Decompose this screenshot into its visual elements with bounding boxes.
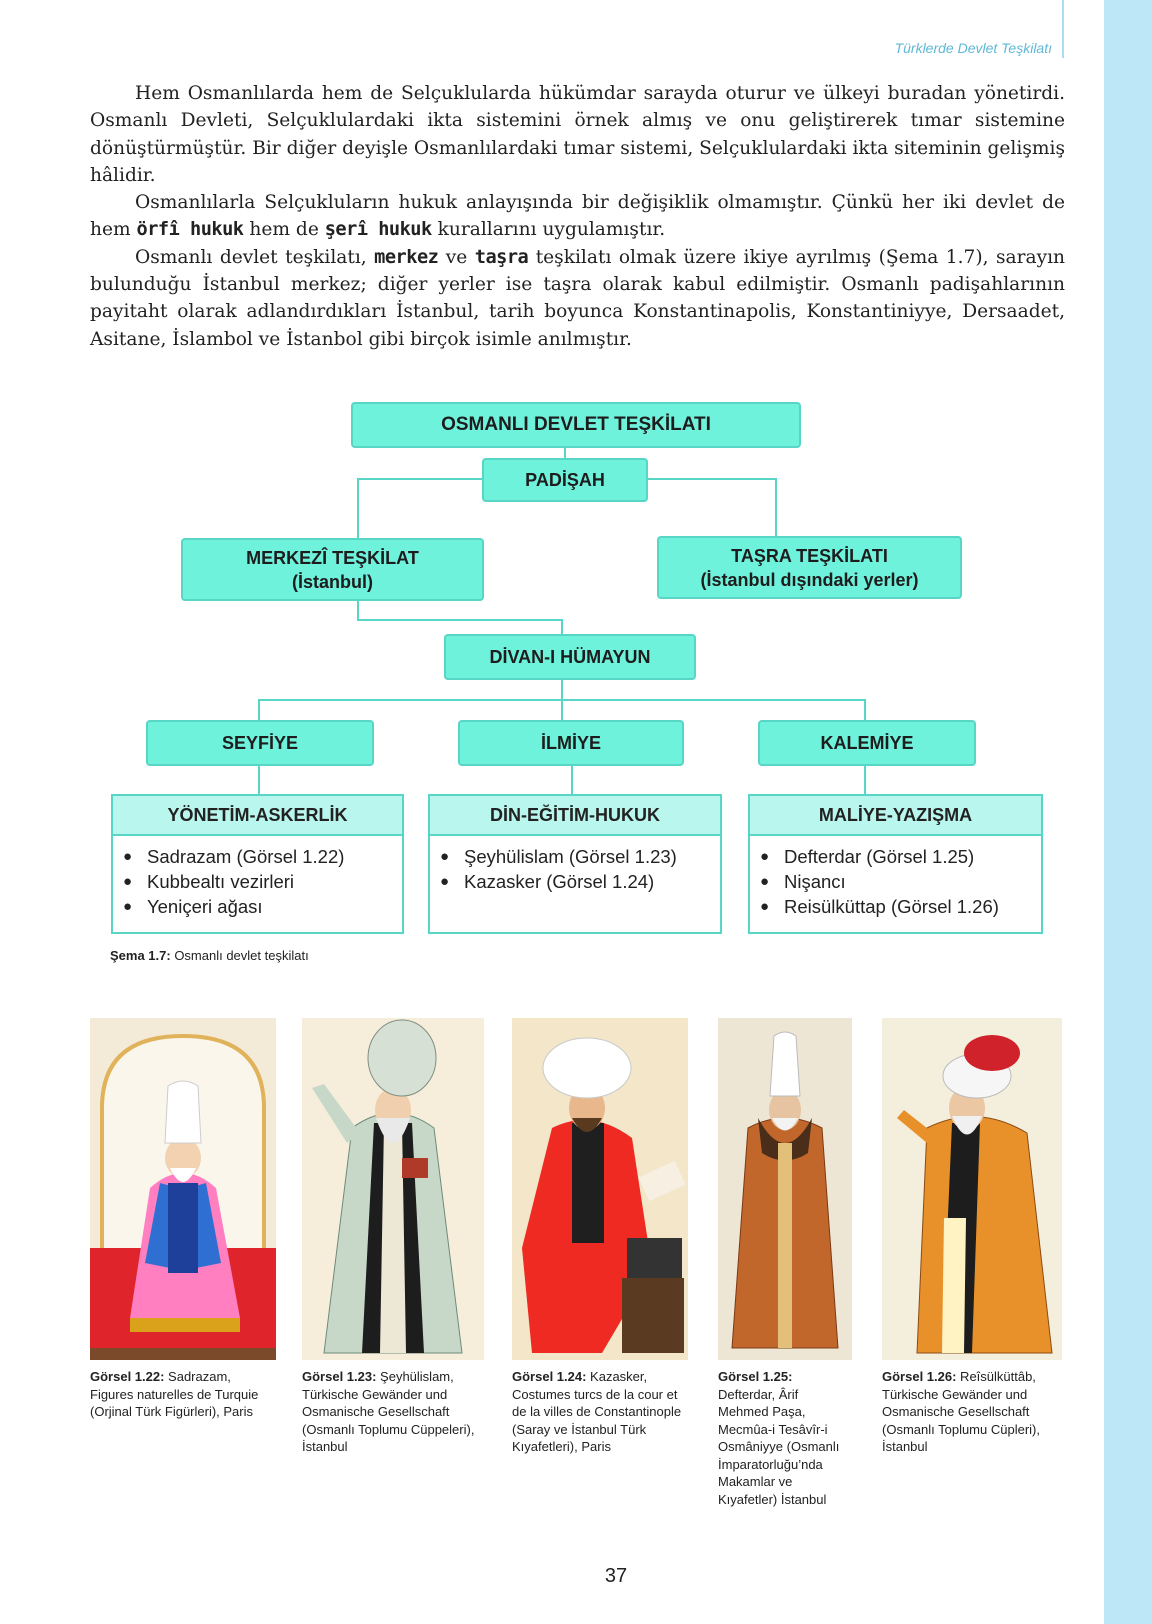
paragraph-2: Osmanlılarla Selçukluların hukuk anlayışında bir değişiklik olmamıştır. Çünkü her iki devlet de hem örfî hukuk hem de şerî hukuk kurallarını uygulamıştır. xyxy=(90,192,1065,241)
merkezi-teskilat-title: MERKEZÎ TEŞKİLAT xyxy=(246,547,419,568)
panel-kalemiye xyxy=(748,794,1043,934)
seyhulislam-illustration xyxy=(302,1018,484,1360)
panel-list xyxy=(440,844,720,894)
list-item: ● Yeniçeri ağası xyxy=(123,894,402,919)
panel-title: YÖNETİM-ASKERLİK xyxy=(113,796,402,836)
panel-seyfiye xyxy=(111,794,404,934)
figure-1-25 xyxy=(718,1018,852,1508)
list-item: ● Kazasker (Görsel 1.24) xyxy=(440,869,720,894)
figure-1-23 xyxy=(302,1018,484,1456)
list-item: ● Defterdar (Görsel 1.25) xyxy=(760,844,1041,869)
kazasker-illustration xyxy=(512,1018,688,1360)
figure-1-24 xyxy=(512,1018,688,1456)
tasra-teskilati-subtitle: (İstanbul dışındaki yerler) xyxy=(700,569,919,590)
header-rule xyxy=(1062,0,1064,58)
ilmiye-box: İLMİYE xyxy=(458,720,684,766)
figure-1-26 xyxy=(882,1018,1062,1456)
bold-term-merkez: merkez xyxy=(374,246,439,268)
panel-title: DİN-EĞİTİM-HUKUK xyxy=(430,796,720,836)
list-item: ● Nişancı xyxy=(760,869,1041,894)
kalemiye-box: KALEMİYE xyxy=(758,720,976,766)
padisah-box: PADİŞAH xyxy=(482,458,648,502)
figure-caption: Görsel 1.26: Reîsülküttâb, Türkische Gewänder und Osmanische Gesellschaft (Osmanlı Toplumu Cüpleri), İstanbul xyxy=(882,1369,1040,1454)
running-head: Türklerde Devlet Teşkilatı xyxy=(894,40,1052,56)
tasra-teskilati-box xyxy=(657,536,962,599)
bold-term-seri-hukuk: şerî hukuk xyxy=(324,219,432,241)
bold-term-orfi-hukuk: örfî hukuk xyxy=(136,219,244,241)
figure-caption: Görsel 1.25: Defterdar, Ârif Mehmed Paşa, Mecmûa-i Tesâvîr-i Osmâniyye (Osmanlı İmparatorluğu’nda Makamlar ve Kıyafetler) İstanbul xyxy=(718,1369,840,1507)
bold-term-tasra: taşra xyxy=(474,246,529,268)
seyfiye-box: SEYFİYE xyxy=(146,720,374,766)
merkezi-teskilat-subtitle: (İstanbul) xyxy=(292,571,373,592)
figure-caption: Görsel 1.24: Kazasker, Costumes turcs de la cour et de la villes de Constantinople (Saray ve İstanbul Türk Kıyafetleri), Paris xyxy=(512,1369,682,1454)
diagram-title-box: OSMANLI DEVLET TEŞKİLATI xyxy=(351,402,801,448)
panel-title: MALİYE-YAZIŞMA xyxy=(750,796,1041,836)
page-number: 37 xyxy=(604,1565,628,1587)
list-item: ● Reisülküttap (Görsel 1.26) xyxy=(760,894,1041,919)
diagram-caption: Şema 1.7: Osmanlı devlet teşkilatı xyxy=(110,948,309,963)
panel-list xyxy=(123,844,402,919)
list-item: ● Sadrazam (Görsel 1.22) xyxy=(123,844,402,869)
sadrazam-illustration xyxy=(90,1018,276,1360)
organization-diagram xyxy=(0,390,1152,960)
paragraph-3: Osmanlı devlet teşkilatı, merkez ve taşra teşkilatı olmak üzere ikiye ayrılmış (Şema 1.7), sarayın bulunduğu İstanbul merkez; diğer yerler ise taşra olarak kabul edilmiştir. Osmanlı padişahlarının payitaht olarak adlandırdıkları İstanbul, tarih boyunca Konstantinapolis, Konstantiniyye, Dersaadet, Asitane, İslambol ve İstanbol gibi birçok isimle anılmıştır. xyxy=(90,246,1065,350)
reisulkuttab-illustration xyxy=(882,1018,1062,1360)
list-item: ● Kubbealtı vezirleri xyxy=(123,869,402,894)
defterdar-illustration xyxy=(718,1018,852,1360)
merkezi-teskilat-box xyxy=(181,538,484,601)
body-text xyxy=(90,80,1065,353)
tasra-teskilati-title: TAŞRA TEŞKİLATI xyxy=(731,545,888,566)
figure-caption: Görsel 1.22: Sadrazam, Figures naturelles de Turquie (Orjinal Türk Figürleri), Paris xyxy=(90,1369,259,1419)
figure-caption: Görsel 1.23: Şeyhülislam, Türkische Gewänder und Osmanische Gesellschaft (Osmanlı Toplumu Cüppeleri), İstanbul xyxy=(302,1369,475,1454)
paragraph-1: Hem Osmanlılarda hem de Selçuklularda hükümdar sarayda oturur ve ülkeyi buradan yönetirdi. Osmanlı Devleti, Selçuklulardaki ikta sistemini örnek almış ve onu geliştirerek tımar sistemine dönüştürmüştür. Bir diğer deyişle Osmanlılardaki tımar sistemi, Selçuklulardaki ikta siteminin gelişmiş hâlidir. xyxy=(90,83,1065,186)
list-item: ● Şeyhülislam (Görsel 1.23) xyxy=(440,844,720,869)
panel-list xyxy=(760,844,1041,919)
figure-1-22 xyxy=(90,1018,276,1421)
panel-ilmiye xyxy=(428,794,722,934)
divan-i-humayun-box: DİVAN-I HÜMAYUN xyxy=(444,634,696,680)
